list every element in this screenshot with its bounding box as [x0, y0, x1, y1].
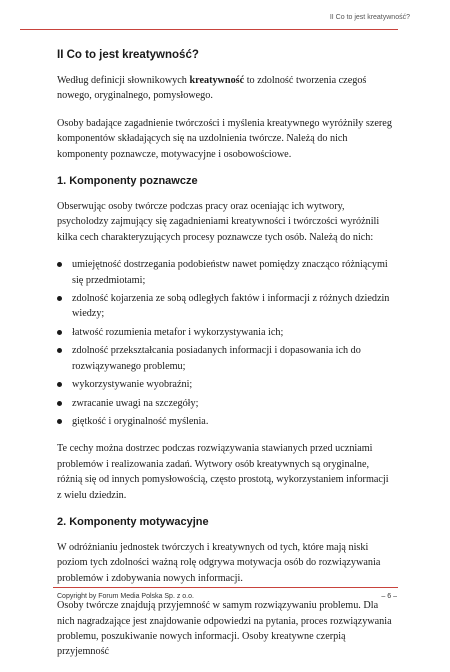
list-item-text: zwracanie uwagi na szczegóły;	[72, 397, 199, 409]
bullet-icon	[57, 348, 62, 353]
intro-text-after: to zdolność tworzenia czegoś nowego, oryginalnego, pomysłowego.	[57, 75, 367, 102]
page-title: II Co to jest kreatywność?	[57, 49, 199, 61]
list-item	[57, 377, 393, 392]
motivational-paragraph-1: W odróżnianiu jednostek twórczych i kreatywnych od tych, które mają niski poziom tych zdolności ważną rolę odgrywa motywacja osób do rozwiązywania problemów i zdobywania nowych informacji.	[57, 541, 381, 584]
list-item	[57, 291, 393, 322]
bullet-icon	[57, 330, 62, 335]
intro-text-before: Według definicji słownikowych	[57, 75, 190, 86]
footer-rule	[53, 587, 398, 588]
list-item-text: zdolność przekształcania posiadanych informacji i dopasowania ich do rozwiązywanego problemu;	[72, 345, 361, 372]
page-content	[57, 48, 393, 672]
list-item	[57, 257, 393, 288]
section-heading-cognitive: 1. Komponenty poznawcze	[57, 175, 198, 188]
list-item	[57, 325, 393, 340]
running-header: II Co to jest kreatywność?	[329, 14, 410, 21]
section-heading-motivational: 2. Komponenty motywacyjne	[57, 515, 209, 528]
list-item	[57, 414, 393, 429]
header-rule	[20, 29, 398, 30]
components-paragraph: Osoby badające zagadnienie twórczości i myślenia kreatywnego wyróżniły szereg komponentów składających się na uzdolnienia twórcze. Należą do nich komponenty poznawcze, motywacyjne i osobowościowe.	[57, 117, 392, 160]
intro-term: kreatywność	[189, 75, 245, 86]
list-item-text: zdolność kojarzenia ze sobą odległych faktów i informacji z różnych dziedzin wiedzy;	[72, 293, 390, 320]
bullet-icon	[57, 401, 62, 406]
bullet-icon	[57, 296, 62, 301]
page-number: – 6 –	[381, 593, 397, 600]
list-item	[57, 396, 393, 411]
list-item-text: łatwość rozumienia metafor i wykorzystywania ich;	[72, 326, 284, 338]
list-item-text: umiejętność dostrzegania podobieństw nawet pomiędzy znacząco różniącymi się przedmiotami;	[72, 259, 388, 286]
cognitive-traits-list	[57, 257, 393, 429]
cognitive-lead-paragraph: Obserwując osoby twórcze podczas pracy oraz oceniając ich wytwory, psycholodzy zajmujący się zagadnieniami kreatywności i twórczości wyróżnili kilka cech charakteryzujących procesy poznawcze tych osób. Należą do nich:	[57, 201, 380, 243]
intro-paragraph	[57, 73, 393, 104]
bullet-icon	[57, 262, 62, 267]
bullet-icon	[57, 382, 62, 387]
list-item-text: giętkość i oryginalność myślenia.	[72, 415, 209, 427]
motivational-paragraph-2: Osoby twórcze znajdują przyjemność w samym rozwiązywaniu problemu. Dla nich nagradzające jest znajdowanie odpowiedzi na pytania, proces rozwiązywania problemu, poszukiwanie nowych informacji. Osoby kreatywne czerpią przyjemność	[57, 600, 392, 658]
list-item	[57, 343, 393, 374]
footer-copyright: Copyright by Forum Media Polska Sp. z o.o.	[57, 593, 194, 600]
cognitive-closing-paragraph: Te cechy można dostrzec podczas rozwiązywania stawianych przed uczniami problemów i realizowania zadań. Wytwory osób kreatywnych są oryginalne, różnią się od innych pomysłowością, często prostotą, wykorzystaniem informacji z wielu dziedzin.	[57, 443, 389, 501]
bullet-icon	[57, 419, 62, 424]
list-item-text: wykorzystywanie wyobraźni;	[72, 379, 193, 391]
